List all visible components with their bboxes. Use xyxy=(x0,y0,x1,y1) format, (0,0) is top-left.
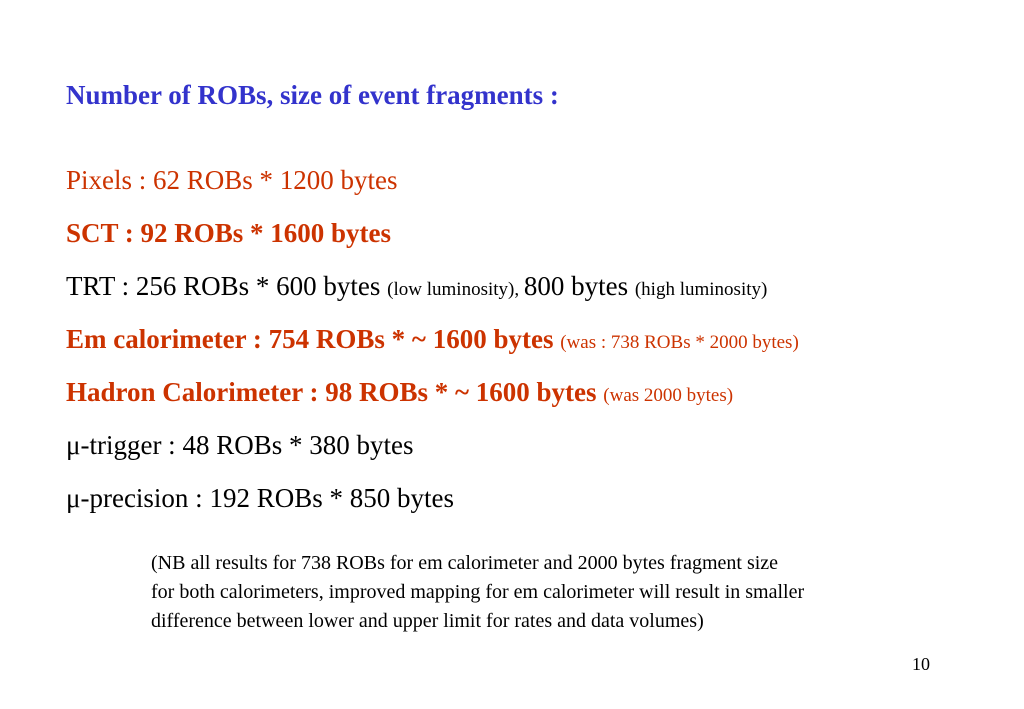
footnote xyxy=(151,549,804,636)
em-calorimeter-text: Em calorimeter : 754 ROBs * ~ 1600 bytes xyxy=(66,324,561,354)
footnote-line-1: (NB all results for 738 ROBs for em calorimeter and 2000 bytes fragment size xyxy=(151,552,779,574)
trt-text-part1: TRT : 256 ROBs * 600 bytes xyxy=(66,271,388,301)
footnote-line-3: difference between lower and upper limit for rates and data volumes) xyxy=(151,610,704,632)
mu-precision-line xyxy=(66,483,454,514)
sct-line xyxy=(66,218,391,249)
pixels-text: Pixels : 62 ROBs * 1200 bytes xyxy=(66,165,398,195)
hadron-calorimeter-text: Hadron Calorimeter : 98 ROBs * ~ 1600 bytes xyxy=(66,377,604,407)
mu-trigger-line xyxy=(66,430,413,461)
page-number: 10 xyxy=(912,654,930,674)
em-calorimeter-note: (was : 738 ROBs * 2000 bytes) xyxy=(560,332,799,353)
pixels-line xyxy=(66,165,398,196)
hadron-calorimeter-note: (was 2000 bytes) xyxy=(603,385,734,406)
mu-precision-text: μ-precision : 192 ROBs * 850 bytes xyxy=(66,483,454,513)
sct-text: SCT : 92 ROBs * 1600 bytes xyxy=(66,218,392,248)
trt-note-high-luminosity: (high luminosity) xyxy=(634,279,768,300)
hadron-calorimeter-line xyxy=(66,377,733,408)
slide-title: Number of ROBs, size of event fragments : xyxy=(66,80,559,110)
trt-line xyxy=(66,271,767,302)
trt-text-part2: 800 bytes xyxy=(523,271,635,301)
mu-trigger-text: μ-trigger : 48 ROBs * 380 bytes xyxy=(66,430,414,460)
trt-note-low-luminosity: (low luminosity), xyxy=(387,279,524,300)
footnote-line-2: for both calorimeters, improved mapping for em calorimeter will result in smaller xyxy=(151,581,805,603)
em-calorimeter-line xyxy=(66,324,799,355)
